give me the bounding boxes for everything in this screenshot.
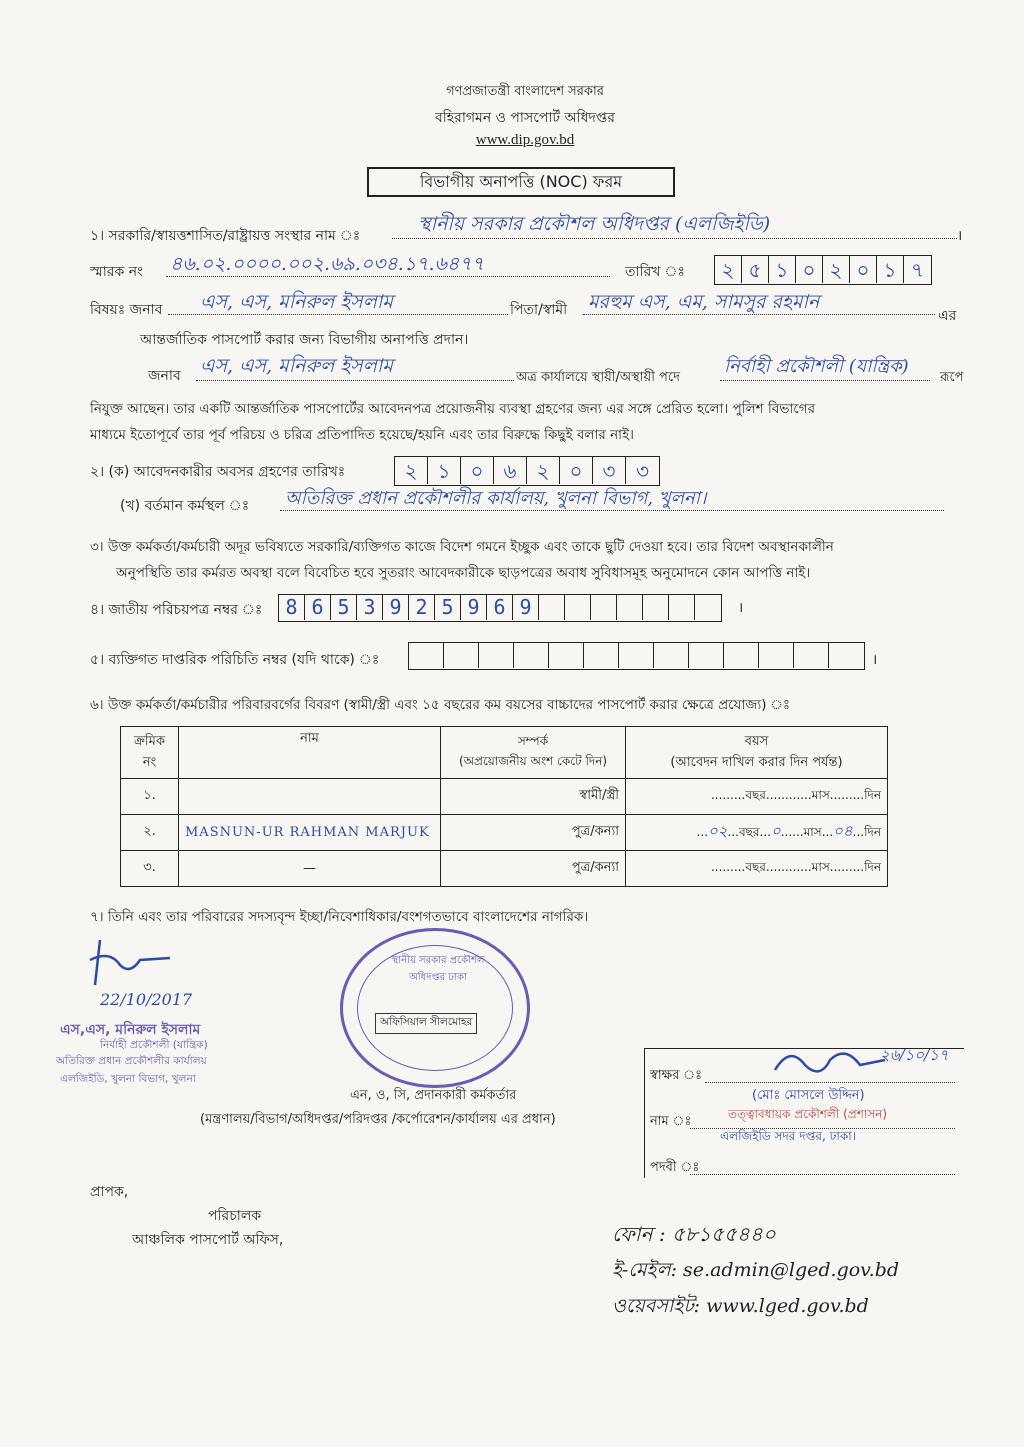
contact-web: ওয়েবসাইট: www.lged.gov.bd [612,1295,869,1317]
col-relation: সম্পর্ক (অপ্রয়োজনীয় অংশ কেটে দিন) [441,727,626,779]
subject-label: বিষয়ঃ জনাব [90,302,163,318]
subject-line2: আন্তর্জাতিক পাসপোর্ট করার জন্য বিভাগীয় অনাপত্তি প্রদান। [140,332,469,348]
date-digit: ০ [850,256,877,283]
memo-number: ৪৬.০২.০০০০.০০২.৬৯.০৩৪.১৭.৬৪৭৭ [170,253,484,275]
nid-digit [695,595,721,620]
nid-digit [591,595,617,620]
date-digit: ২ [715,256,742,283]
workplace-label: (খ) বর্তমান কর্মস্থল ঃ [120,498,250,514]
org-name-handwritten: স্থানীয় সরকার প্রকৌশল অধিদপ্তর (এলজিইডি) [418,213,771,235]
date-digit: ১ [877,256,904,283]
retire-digit: ৩ [593,457,626,484]
officer-signature [770,1040,890,1086]
date-digit: ২ [823,256,850,283]
recipient-to: প্রাপক, [90,1184,129,1200]
website-link[interactable]: www.dip.gov.bd [475,132,575,148]
nid-digit: 9 [513,595,539,620]
father-label: পিতা/স্বামী [510,302,568,318]
retire-digit: ৩ [635,459,649,483]
item3-line2: অনুপস্থিতি তার কর্মরত অবস্থা বলে বিবেচিত হবে সুতরাং আবেদকারীকে ছাড়পত্রের অবাধ সুবিধাসমূহ অনুমোদনে কোন আপত্তি নাই। [116,565,811,581]
date-digit: ১ [769,256,796,283]
date-digit: ৫ [742,256,769,283]
nid-digit: 2 [409,595,435,620]
left-officer-post: নির্বাহী প্রকৌশলী (যান্ত্রিক) [100,1039,208,1051]
father-name-handwritten: মরহুম এস, এম, সামসুর রহমান [588,291,820,313]
official-id-boxes [408,642,865,670]
nid-digit: 5 [435,595,461,620]
nid-label: ৪। জাতীয় পরিচয়পত্র নম্বর ঃ [90,602,263,618]
retire-label: ২। (ক) আবেদনকারীর অবসর গ্রহণের তারিখঃ [90,464,346,480]
org-label: ১। সরকারি/স্বায়ত্তশাসিত/রাষ্ট্রায়ত্ত সংস্থার নাম ঃ [90,228,361,244]
date-digit: ০ [796,256,823,283]
nid-digit: 3 [357,595,383,620]
nid-digit: 9 [461,595,487,620]
item3-line1: ৩। উক্ত কর্মকর্তা/কর্মচারী অদূর ভবিষ্যতে সরকারি/ব্যক্তিগত কাজে বিদেশ গমনে ইচ্ছুক এবং তাকে ছুটি দেওয়া হবে। তার বিদেশ অবস্থানকালীন [90,539,834,555]
recipient-office: আঞ্চলিক পাসপোর্ট অফিস, [132,1232,284,1248]
govt-name: গণপ্রজাতন্ত্রী বাংলাদেশ সরকার [446,84,604,99]
janab-label: জনাব [148,368,181,384]
memo-label: স্মারক নং [90,264,144,280]
retire-date-boxes [394,456,660,486]
officer-office-stamp: এলজিইডি সদর দপ্তর, ঢাকা। [720,1129,857,1143]
date-boxes [714,255,932,285]
official-seal [340,928,530,1088]
recipient-title: পরিচালক [208,1208,262,1224]
left-officer-office: অতিরিক্ত প্রধান প্রকৌশলীর কার্যালয় [56,1055,207,1067]
retire-digit: ২ [395,457,428,484]
table-row: ৩. — পুত্র/কন্যা .........বছর............মাস.........দিন [121,851,888,887]
retire-digit: ৬ [494,457,527,484]
seal-center-label: অফিসিয়াল সীলমোহর [375,1013,477,1034]
contact-phone: ফোন : ৫৮১৫৫৪৪০ [612,1222,776,1246]
official-id-label: ৫। ব্যক্তিগত দাপ্তরিক পরিচিতি নম্বর (যদি থাকে) ঃ [90,652,380,668]
nid-digit [617,595,643,620]
noc-officer-line2: (মন্ত্রণালয়/বিভাগ/অধিদপ্তর/পরিদপ্তর /কর্পোরেশন/কার্যালয় এর প্রধান) [200,1112,556,1127]
retire-digit: ১ [428,457,461,484]
nid-digit: 5 [331,595,357,620]
officer-post-stamp: তত্ত্বাবধায়ক প্রকৌশলী (প্রশাসন) [728,1107,888,1121]
paragraph-line2: মাধ্যমে ইতোপূর্বে তার পূর্ব পরিচয় ও চরিত্র প্রতিপাদিত হয়েছে/হয়নি এবং তার বিরুদ্ধে কিছুই বলার নাই। [90,427,634,443]
nid-digit: 6 [305,595,331,620]
seal-ring-text: স্থানীয় সরকার প্রকৌশল অধিদপ্তর ঢাকা [391,955,485,983]
retire-digit: ০ [461,457,494,484]
workplace-handwritten: অতিরিক্ত প্রধান প্রকৌশলীর কার্যালয়, খুলনা বিভাগ, খুলনা। [285,488,707,509]
nid-digit: 9 [383,595,409,620]
dept-name: বহিরাগমন ও পাসপোর্ট অধিদপ্তর [434,110,616,126]
contact-email: ই-মেইল: se.admin@lged.gov.bd [612,1259,900,1281]
name-label: নাম ঃ [650,1114,692,1129]
designation-label: পদবী ঃ [650,1160,700,1175]
nid-digit: 6 [487,595,513,620]
col-name: নাম [179,727,441,779]
nid-digit [565,595,591,620]
col-age: বয়স (আবেদন দাখিল করার দিন পর্যন্ত) [626,727,888,779]
officer-sign-date: ২৬/১০/১৭ [880,1046,949,1064]
left-officer-name: এস,এস, মনিরুল ইসলাম [60,1022,201,1038]
subject-name-handwritten: এস, এস, মনিরুল ইসলাম [200,291,393,313]
officer-name-stamp: (মোঃ মোসলে উদ্দিন) [752,1088,865,1103]
noc-officer-line1: এন, ও, সি, প্রদানকারী কর্মকর্তার [350,1088,517,1103]
paragraph-line1: নিযুক্ত আছেন। তার একটি আন্তর্জাতিক পাসপোর্টের আবেদনপত্র প্রয়োজনীয় ব্যবস্থা গ্রহণের জন্য এর সঙ্গে প্রেরিত হলো। পুলিশ বিভাগের [90,401,815,417]
family-table [120,726,888,887]
family-label: ৬। উক্ত কর্মকর্তা/কর্মচারীর পরিবারবর্গের বিবরণ (স্বামী/স্ত্রী এবং ১৫ বছরের কম বয়সের বাচ্চাদের পাসপোর্ট করার ক্ষেত্রে প্রযোজ্য) ঃ [90,697,791,713]
post-handwritten: নির্বাহী প্রকৌশলী (যান্ত্রিক) [724,356,909,377]
table-row: ২. MASNUN-UR RAHMAN MARJUK পুত্র/কন্যা ...০২...বছর...০......মাস...০৪...দিন [121,815,888,851]
sign-label: স্বাক্ষর ঃ [650,1068,703,1083]
nid-digit [643,595,669,620]
col-serial: ক্রমিক নং [121,727,179,779]
retire-digit: ০ [560,457,593,484]
nid-digit [539,595,565,620]
left-officer-location: এলজিইডি, খুলনা বিভাগ, খুলনা [60,1073,196,1085]
date-digit: ৭ [910,258,924,282]
nid-digit [669,595,695,620]
form-title: বিভাগীয় অনাপত্তি (NOC) ফরম [367,167,675,197]
janab-name-handwritten: এস, এস, মনিরুল ইসলাম [200,355,393,377]
retire-digit: ২ [527,457,560,484]
date-label: তারিখ ঃ [625,264,685,280]
nid-boxes [278,594,722,622]
nid-digit: 8 [279,595,305,620]
table-header-row [121,727,888,779]
office-text: অত্র কার্যালয়ে স্থায়ী/অস্থায়ী পদে [516,370,680,385]
citizenship-statement: ৭। তিনি এবং তার পরিবারের সদস্যবৃন্দ ইচ্ছা/নিবেশাধিকার/বংশগতভাবে বাংলাদেশের নাগরিক। [90,909,589,925]
table-row: ১. স্বামী/স্ত্রী .........বছর............মাস.........দিন [121,779,888,815]
left-sign-date: 22/10/2017 [100,990,193,1009]
